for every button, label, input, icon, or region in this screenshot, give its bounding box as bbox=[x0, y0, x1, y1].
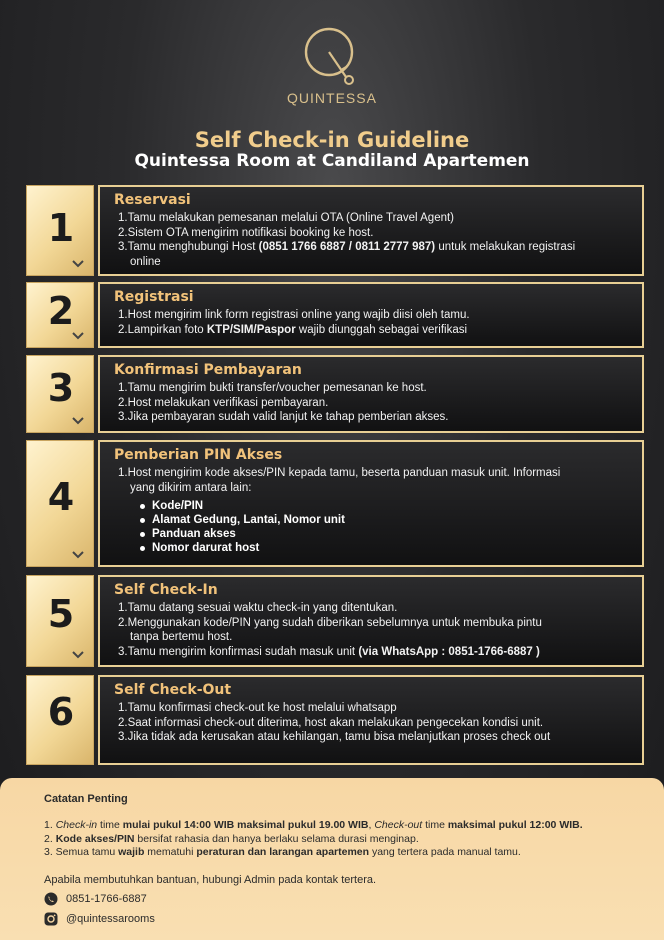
note-text: mematuhi bbox=[144, 846, 197, 858]
phone-contact[interactable] bbox=[44, 892, 634, 906]
step-line: 2.Host melakukan verifikasi pembayaran. bbox=[118, 396, 329, 409]
step-line: 1.Host mengirim kode akses/PIN kepada tamu, beserta panduan masuk unit. Informasi bbox=[118, 467, 561, 479]
note-text: time bbox=[97, 819, 123, 831]
page-subtitle: Quintessa Room at Candiland Apartemen bbox=[134, 151, 530, 171]
brand-logo bbox=[0, 22, 664, 106]
step-line: 1.Tamu datang sesuai waktu check-in yang ditentukan. bbox=[118, 602, 398, 614]
step-number-box[interactable] bbox=[26, 675, 94, 765]
chevron-down-icon bbox=[71, 259, 85, 269]
note-text: maksimal pukul 12:00 WIB. bbox=[447, 819, 583, 831]
step-3 bbox=[26, 355, 644, 433]
chevron-down-icon bbox=[71, 331, 85, 341]
line-text: wajib diunggah sebagai verifikasi bbox=[295, 323, 468, 336]
step-title: Pemberian PIN Akses bbox=[114, 447, 283, 463]
step-title: Registrasi bbox=[114, 289, 194, 305]
notes-title: Catatan Penting bbox=[44, 793, 128, 805]
step-line: 1.Tamu mengirim bukti transfer/voucher pemesanan ke host. bbox=[118, 382, 427, 394]
step-line bbox=[114, 240, 630, 255]
step-number-box[interactable] bbox=[26, 575, 94, 667]
step-title: Self Check-Out bbox=[114, 682, 232, 698]
note-text: 1. bbox=[44, 819, 56, 831]
step-line: 2.Menggunakan kode/PIN yang sudah diberikan sebelumnya untuk membuka pintu bbox=[118, 616, 542, 629]
step-number: 2 bbox=[47, 289, 75, 333]
whatsapp-text: (via WhatsApp : 0851-1766-6887 ) bbox=[358, 645, 540, 658]
step-number: 1 bbox=[47, 206, 75, 250]
note-text: peraturan dan larangan apartemen bbox=[196, 846, 370, 858]
line-text: 3.Tamu mengirim konfirmasi sudah masuk unit bbox=[118, 645, 359, 658]
note-text: mulai pukul 14:00 WIB maksimal pukul 19.00 WIB bbox=[122, 819, 369, 831]
note-item bbox=[44, 833, 634, 847]
step-content bbox=[98, 355, 644, 433]
step-6 bbox=[26, 675, 644, 765]
step-title: Konfirmasi Pembayaran bbox=[114, 362, 302, 378]
step-line bbox=[114, 481, 630, 496]
list-item: Nomor darurat host bbox=[138, 541, 630, 555]
step-title: Self Check-In bbox=[114, 582, 218, 598]
line-text: tanpa bertemu host. bbox=[130, 631, 233, 643]
step-content bbox=[98, 185, 644, 276]
step-1 bbox=[26, 185, 644, 276]
step-line: 1.Host mengirim link form registrasi online yang wajib diisi oleh tamu. bbox=[118, 309, 470, 321]
step-content bbox=[98, 675, 644, 765]
step-number-box[interactable] bbox=[26, 440, 94, 567]
step-content bbox=[98, 440, 644, 567]
list-item: Panduan akses bbox=[138, 527, 630, 541]
info-list bbox=[138, 499, 630, 555]
step-number: 3 bbox=[47, 366, 75, 410]
chevron-down-icon bbox=[71, 416, 85, 426]
page-title: Self Check-in Guideline bbox=[194, 128, 470, 152]
chevron-down-icon bbox=[71, 650, 85, 660]
line-text: 2.Lampirkan foto bbox=[118, 323, 207, 336]
step-line: 3.Jika tidak ada kerusakan atau kehilangan, tamu bisa melanjutkan proses check out bbox=[118, 731, 551, 743]
step-2 bbox=[26, 282, 644, 348]
step-line: 3.Jika pembayaran sudah valid lanjut ke tahap pemberian akses. bbox=[118, 411, 449, 423]
line-text: untuk melakukan registrasi bbox=[435, 241, 576, 253]
step-content bbox=[98, 282, 644, 348]
note-text: Kode akses/PIN bbox=[55, 832, 135, 845]
note-text: wajib bbox=[118, 846, 145, 858]
note-text: bersifat rahasia dan hanya berlaku selama durasi menginap. bbox=[134, 832, 419, 845]
quintessa-logo bbox=[297, 22, 367, 86]
list-item: Alamat Gedung, Lantai, Nomor unit bbox=[138, 513, 630, 527]
instagram-icon bbox=[44, 912, 58, 926]
step-line bbox=[114, 323, 630, 338]
id-docs-text: KTP/SIM/Paspor bbox=[206, 323, 296, 336]
step-5 bbox=[26, 575, 644, 667]
step-number-box[interactable] bbox=[26, 355, 94, 433]
step-line: 1.Tamu konfirmasi check-out ke host melalui whatsapp bbox=[118, 702, 397, 714]
step-number: 4 bbox=[47, 475, 75, 519]
step-number: 5 bbox=[47, 592, 75, 636]
note-text: time bbox=[422, 819, 448, 831]
note-text: yang tertera pada manual tamu. bbox=[369, 846, 521, 858]
list-item: Kode/PIN bbox=[138, 499, 630, 513]
whatsapp-icon bbox=[44, 892, 58, 906]
note-text: Check-in bbox=[55, 819, 98, 831]
help-text: Apabila membutuhkan bantuan, hubungi Admin pada kontak tertera. bbox=[44, 873, 377, 886]
step-number-box[interactable] bbox=[26, 282, 94, 348]
chevron-down-icon bbox=[71, 550, 85, 560]
step-title: Reservasi bbox=[114, 192, 191, 208]
note-text: 2. bbox=[44, 832, 56, 845]
note-item bbox=[44, 819, 634, 833]
line-text: yang dikirim antara lain: bbox=[130, 481, 252, 494]
step-4 bbox=[26, 440, 644, 567]
line-text: online bbox=[130, 255, 161, 268]
step-number-box[interactable] bbox=[26, 185, 94, 276]
host-phone-text: (0851 1766 6887 / 0811 2777 987) bbox=[258, 241, 436, 253]
line-text: 3.Tamu menghubungi Host bbox=[118, 241, 259, 253]
step-line: 1.Tamu melakukan pemesanan melalui OTA (Online Travel Agent) bbox=[118, 212, 455, 224]
note-text: 3. Semua tamu bbox=[44, 846, 119, 858]
step-line bbox=[114, 645, 630, 660]
step-line: 2.Saat informasi check-out diterima, host akan melakukan pengecekan kondisi unit. bbox=[118, 716, 544, 729]
instagram-contact[interactable] bbox=[44, 912, 634, 926]
important-notes bbox=[0, 778, 664, 940]
brand-name: QUINTESSA bbox=[287, 90, 377, 106]
instagram-handle[interactable]: @quintessarooms bbox=[66, 912, 155, 925]
step-line: 2.Sistem OTA mengirim notifikasi booking ke host. bbox=[118, 226, 374, 239]
note-text: Check-out bbox=[374, 819, 423, 831]
note-item bbox=[44, 846, 634, 860]
step-line bbox=[114, 630, 630, 645]
note-text: , bbox=[368, 819, 375, 831]
step-number: 6 bbox=[47, 690, 75, 734]
step-line bbox=[114, 255, 630, 270]
phone-number[interactable]: 0851-1766-6887 bbox=[66, 892, 147, 905]
step-content bbox=[98, 575, 644, 667]
